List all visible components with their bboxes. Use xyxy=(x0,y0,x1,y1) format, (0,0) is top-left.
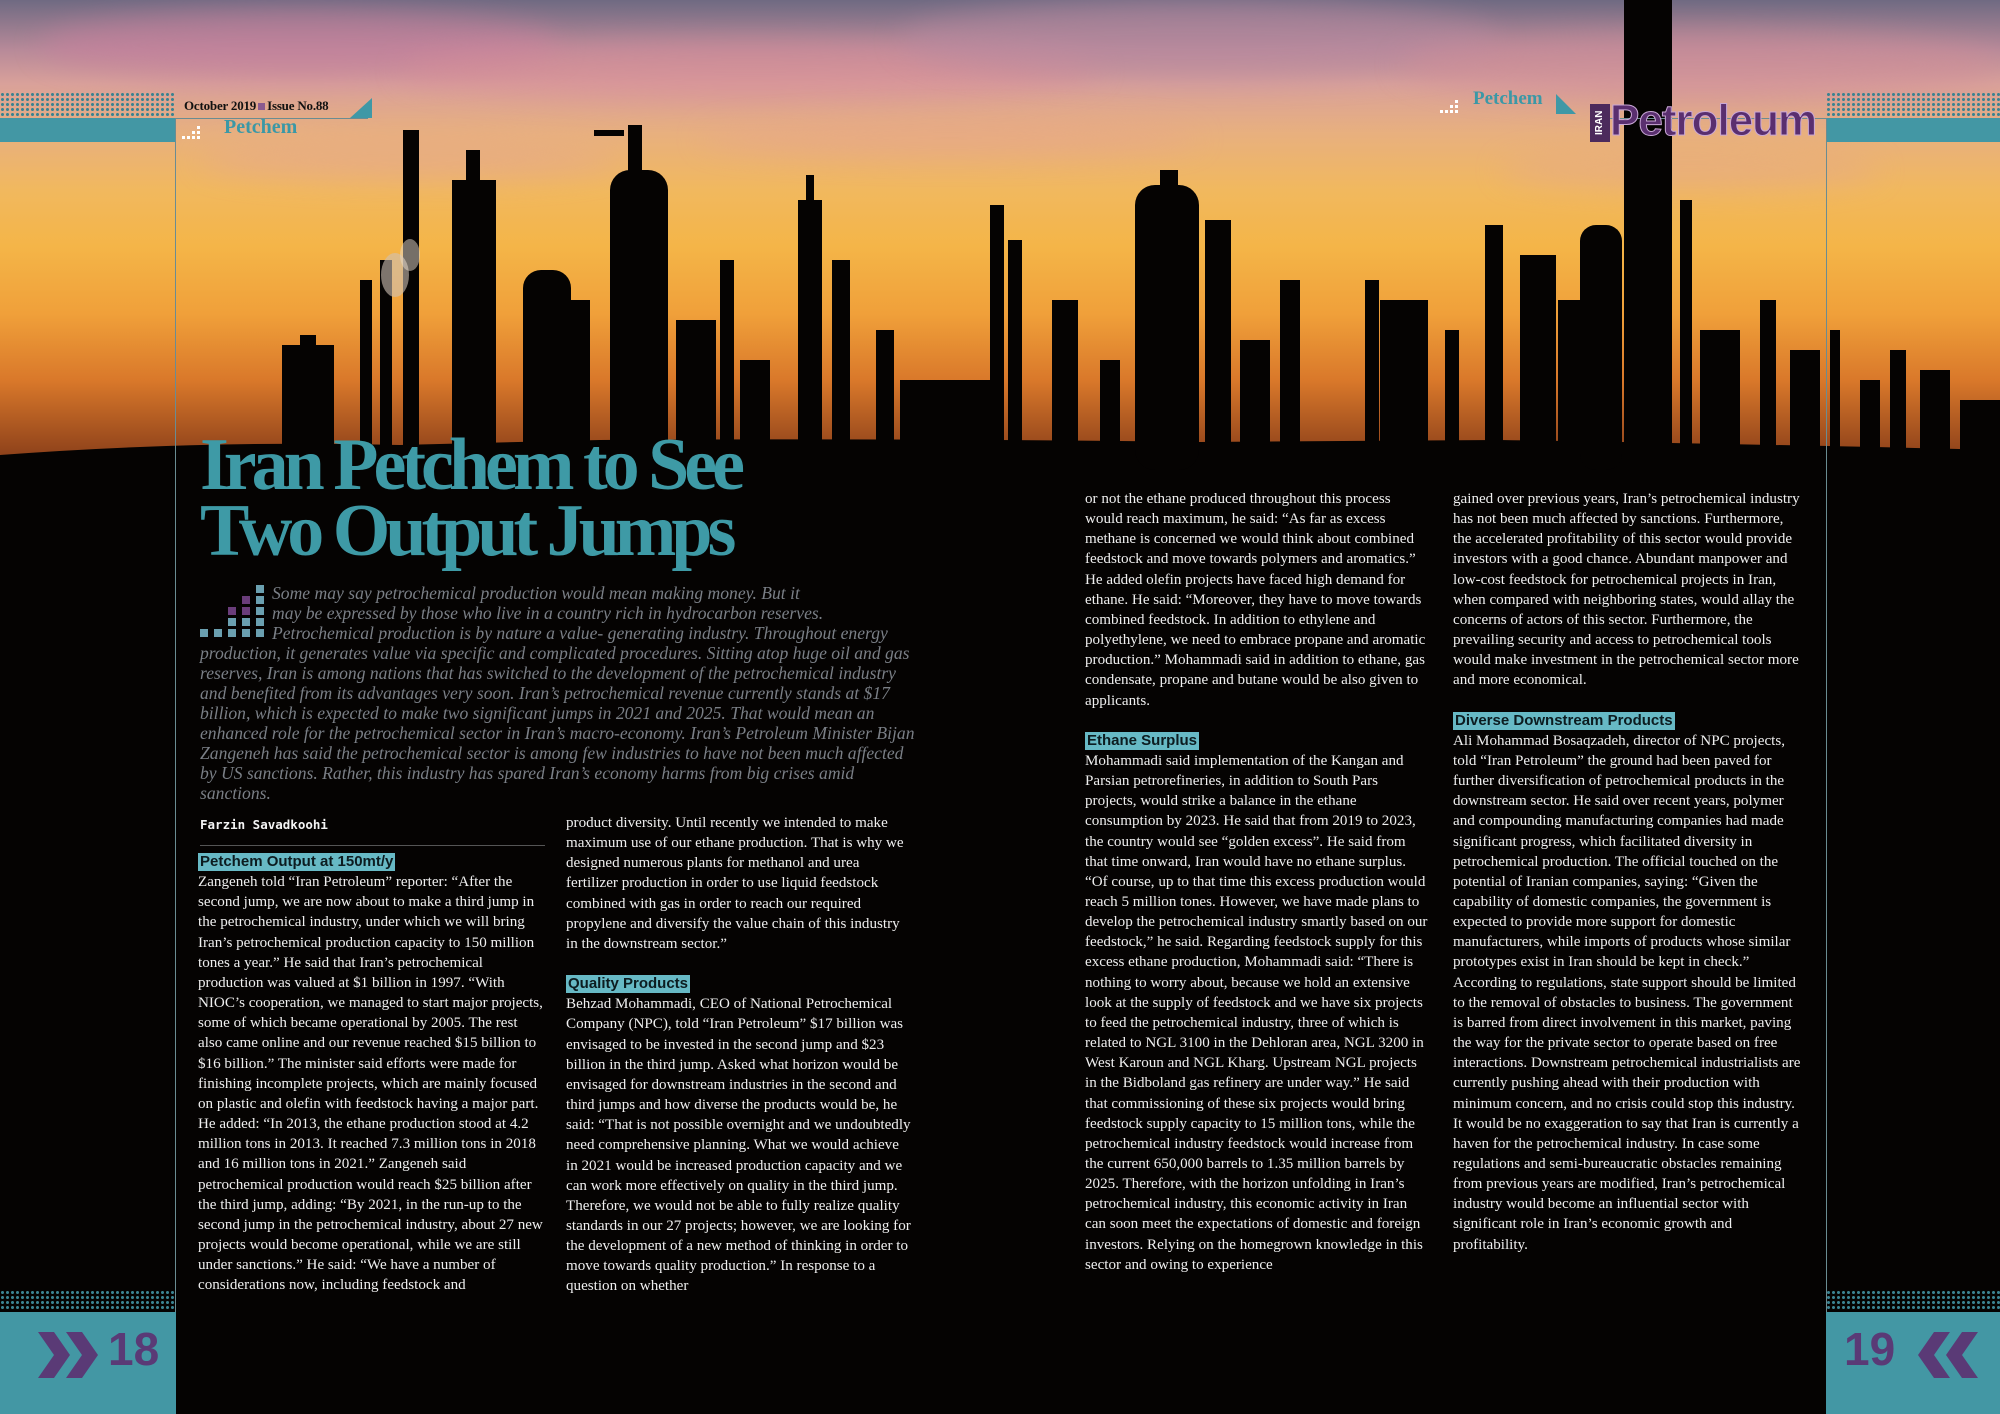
section-label-right: Petchem xyxy=(1473,88,1543,109)
top-left-dot-pattern xyxy=(0,92,176,116)
column-1-text: Zangeneh told “Iran Petroleum” reporter: “After the second jump, we are now about to make a third jump in the petrochemical industry, under which we will bring Iran’s petrochemical production capacity to 150 million tones a year.” He said that Iran’s petrochemical production was valued at $1 billion in 1997. “With NIOC’s cooperation, we managed to start major projects, some of which became operational by 2005. The rest also came online and our revenue reached $15 billion to $16 billion.” The minister said efforts were made for finishing incomplete projects, which are mainly focused on plastic and olefin with feedstock having a major part. He added: “In 2013, the ethane production stood at 4.2 million tons in 2013. It reached 7.3 million tons in 2018 and 16 million tons in 2021.” Zangeneh said petrochemical production would reach $25 billion after the third jump, adding: “By 2021, in the run-up to the second jump in the petrochemical industry, about 27 new projects would become operational, while we are still under sanctions.” He said: “We have a number of considerations now, including feedstock and xyxy=(198,874,543,1294)
issue-separator xyxy=(258,103,265,110)
bottom-right-dot-pattern xyxy=(1826,1290,2000,1310)
issue-info xyxy=(184,98,328,114)
article-intro xyxy=(200,583,920,803)
author-byline: Farzin Savadkoohi xyxy=(200,817,328,832)
column-4 xyxy=(1453,489,1801,1255)
column-4-text-a: gained over previous years, Iran’s petrochemical industry has not been much affected by sanctions. Furthermore, the accelerated profitability of this sector would provide investors with a good chance. Abundant manpower and low-cost feedstock for petrochemical projects in Iran, when compared with neighboring states, would allay the concerns of actors of this sector. Furthermore, the prevailing security and access to petrochemical tools would make investment in the petrochemical sector more and more economical. xyxy=(1453,491,1800,689)
chevron-right-icon xyxy=(36,1330,108,1380)
section-right-bars-icon xyxy=(1440,98,1460,114)
title-line-2: Two Output Jumps xyxy=(200,490,732,572)
top-left-band xyxy=(0,118,176,142)
column-3 xyxy=(1085,489,1428,1275)
issue-date: October 2019 xyxy=(184,98,257,113)
byline-divider xyxy=(200,845,545,846)
section-label-left: Petchem xyxy=(224,116,298,138)
title-line-1: Iran Petchem to See xyxy=(200,424,740,506)
page-number-left: 18 xyxy=(108,1323,160,1375)
column-2 xyxy=(566,813,913,1297)
left-page-border xyxy=(175,118,176,1414)
column-3-text-a: or not the ethane produced throughout this process would reach maximum, he said: “As far as excess methane is concerned we would think about combined feedstock and move towards polymers and aromatics.” He added olefin projects have faced high demand for ethane. He said: “Moreover, they have to move towards combined feedstock. In addition to ethylene and polyethylene, we need to embrace propane and aromatic production.” Mohammadi said in addition to ethane, gas condensate, propane and butane would be also given to applicants. xyxy=(1085,491,1426,709)
top-right-band xyxy=(1826,118,2000,142)
page-number-right: 19 xyxy=(1844,1323,1896,1375)
logo-petroleum-text: Petroleum xyxy=(1610,96,1817,145)
chevron-left-icon xyxy=(1908,1330,1980,1380)
iran-petroleum-logo xyxy=(1590,96,1822,146)
section-left-bars-icon xyxy=(182,124,202,140)
subhead-diverse-downstream: Diverse Downstream Products xyxy=(1455,711,1673,729)
issue-number: Issue No.88 xyxy=(267,98,329,113)
column-1 xyxy=(198,852,543,1295)
column-2-text-a: product diversity. Until recently we intended to make maximum use of our ethane production. That is why we designed numerous plants for methanol and urea fertilizer production in order to use liquid feedstock combined with gas in order to reach our required propylene and diversify the value chain of this industry in the downstream sector.” xyxy=(566,815,904,952)
intro-line-1: Some may say petrochemical production would mean making money. But it xyxy=(272,583,800,603)
column-3-text-b: Mohammadi said implementation of the Kangan and Parsian petrorefineries, in addition to South Pars projects, would strike a balance in the ethane consumption by 2023. He said that from 2019 to 2023, the country would see “golden excess”. He said from that time onward, Iran would have no ethane surplus. “Of course, up to that time this excess production would reach 5 million tones. However, we have made plans to develop the petrochemical industry smartly based on our feedstock,” he said. Regarding feedstock supply for this excess ethane production, Mohammadi said: “There is nothing to worry about, because we hold an extensive look at the supply of feedstock and we have six projects to feed the petrochemical industry, three of which is related to NGL 3100 in the Dehloran area, NGL 3200 in West Karoun and NGL Kharg. Upstream NGL projects in the Bidboland gas refinery are under way.” He said that commissioning of these six projects would bring feedstock supply capacity to 15 million tons, while the petrochemical industry feedstock would increase from the current 650,000 barrels to 1.35 million barrels by 2025. Therefore, with the horizon unfolding in Iran’s petrochemical industry, this economic activity in Iran can soon meet the expectations of domestic and foreign investors. Relying on the homegrown knowledge in this sector and owing to experience xyxy=(1085,752,1428,1273)
bottom-left-dot-pattern xyxy=(0,1290,176,1310)
header-triangle-left xyxy=(350,98,372,118)
intro-body: Petrochemical production is by nature a value- generating industry. Throughout energy production, it generates value via specific and complicated procedures. Sitting atop huge oil and gas reserves, Iran is among nations that has switched to the development of the petrochemical industry and benefited from its advantages very soon. Iran’s petrochemical revenue currently stands at $17 billion, which is expected to make two significant jumps in 2021 and 2025. That would mean an enhanced role for the petrochemical sector in Iran’s macro-economy. Iran’s Petroleum Minister Bijan Zangeneh has said the petrochemical sector is among few industries to have not been much affected by US sanctions. Rather, this industry has spared Iran’s economy harms from big crises amid sanctions. xyxy=(200,623,915,803)
column-4-text-b: Ali Mohammad Bosaqzadeh, director of NPC projects, told “Iran Petroleum” the ground had been paved for further diversification of petrochemical products in the downstream sector. He said over recent years, polymer and compounding manufacturing companies had made significant progress, which facilitated diversity in petrochemical production. The official touched on the potential of Iranian companies, saying: “Given the capability of domestic companies, the government is expected to provide more support for domestic manufacturers, while imports of products whose similar prototypes exist in Iran should be kept in check.” According to regulations, state support should be limited to the removal of obstacles to business. The government is barred from direct involvement in this market, paving the way for the private sector to operate based on free interactions. Downstream petrochemical industrialists are currently pushing ahead with their production with minimum concern, and no crisis could stop this industry. It would be no exaggeration to say that Iran is currently a haven for the petrochemical industry. In case some regulations and semi-bureaucratic obstacles remaining from previous years are modified, Iran’s petrochemical industry would become an influential sector with significant role in Iran’s economic growth and profitability. xyxy=(1453,732,1801,1253)
subhead-petchem-output: Petchem Output at 150mt/y xyxy=(200,853,394,870)
header-triangle-right xyxy=(1556,94,1576,114)
right-page-border xyxy=(1826,118,1827,1414)
logo-iran-text: IRAN xyxy=(1590,104,1610,142)
subhead-ethane-surplus: Ethane Surplus xyxy=(1087,731,1198,749)
top-right-dot-pattern xyxy=(1826,92,2000,116)
subhead-quality-products: Quality Products xyxy=(568,975,689,993)
intro-line-2: may be expressed by those who live in a country rich in hydrocarbon reserves. xyxy=(272,603,824,623)
column-2-text-b: Behzad Mohammadi, CEO of National Petrochemical Company (NPC), told “Iran Petroleum” $17 billion was envisaged to be invested in the second jump and $23 billion in the third jump. Asked what horizon would be envisaged for downstream industries in the second and third jumps and how diverse the products would be, he said: “That is not possible overnight and we undoubtedly need comprehensive planning. What we would achieve in 2021 would be increased production capacity and we can work more effectively on quality in the third jump. Therefore, we would not be able to fully realize quality standards in our 27 projects; however, we are looking for the development of a new method of thinking in order to move towards quality production.” In response to a question on whether xyxy=(566,996,911,1295)
article-title xyxy=(200,424,800,572)
